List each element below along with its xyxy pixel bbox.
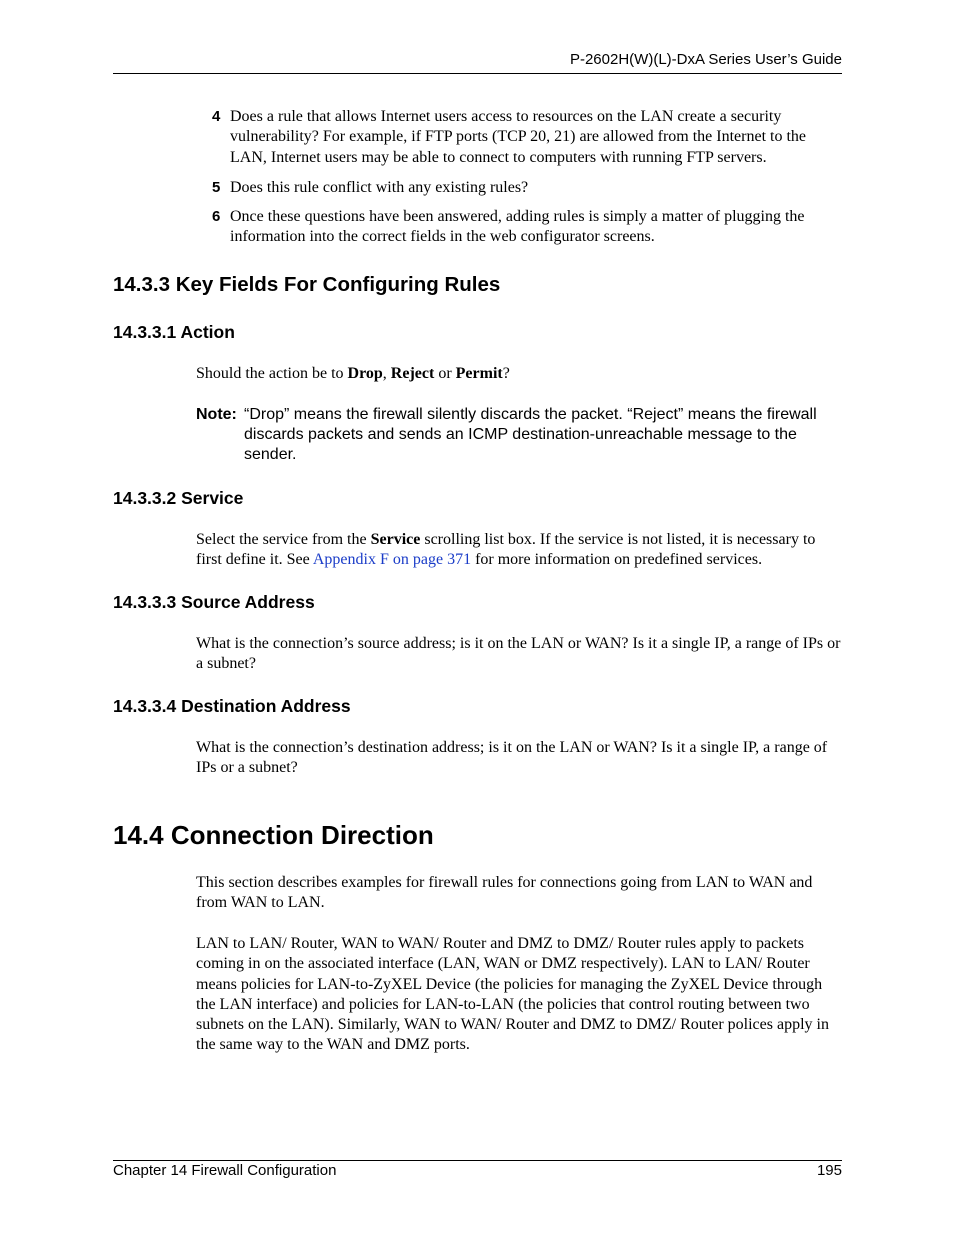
text-run: Should the action be to [196,365,348,382]
text-run: scrolling list box. If the service is not listed, it is necessary to first define it. See [196,531,816,569]
bold-permit: Permit [455,365,503,382]
step-text: Does this rule conflict with any existing rules? [230,179,529,196]
subsection-heading-source-address: 14.3.3.3 Source Address [113,592,315,612]
footer-chapter: Chapter 14 Firewall Configuration [113,1162,337,1179]
note-block [196,405,842,465]
text-run: or [434,365,456,382]
step-4 [212,107,842,168]
note-label: Note: [196,406,237,423]
bold-drop: Drop [347,365,383,382]
step-number: 5 [212,179,221,196]
service-paragraph [196,530,842,571]
running-header: P-2602H(W)(L)-DxA Series User’s Guide [569,51,842,68]
source-paragraph: What is the connection’s source address; is it on the LAN or WAN? Is it a single IP, a range of IPs or a subnet? [196,635,841,673]
text-run: ? [502,365,510,382]
appendix-link[interactable]: Appendix F on page 371 [312,551,472,569]
action-paragraph [196,364,842,384]
connection-paragraph-2: LAN to LAN/ Router, WAN to WAN/ Router and DMZ to DMZ/ Router rules apply to packets coming in on the associated interface (LAN, WAN or DMZ respectively). LAN to LAN/ Router means policies for LAN-to-ZyXEL Device (the policies for managing the ZyXEL Device through the LAN interface) and policies for LAN-to-LAN (the policies that control routing between two subnets on the LAN). Similarly, WAN to WAN/ Router and DMZ to DMZ/ Router polices apply in the same way to the WAN and DMZ ports. [196,935,829,1054]
step-text: Does a rule that allows Internet users access to resources on the LAN create a security vulnerability? For example, if FTP ports (TCP 20, 21) are allowed from the Internet to the LAN, Internet users may be able to connect to computers with running FTP servers. [230,108,807,166]
text-run: Select the service from the [196,531,371,548]
footer-divider [113,1160,842,1161]
section-heading-key-fields: 14.3.3 Key Fields For Configuring Rules [113,273,501,296]
section-heading-connection-direction: 14.4 Connection Direction [113,820,434,850]
step-number: 4 [212,108,221,125]
step-5 [212,178,842,198]
header-divider [113,73,842,74]
step-6 [212,207,842,248]
text-run: , [382,365,391,382]
step-number: 6 [212,208,221,225]
subsection-heading-action: 14.3.3.1 Action [113,322,235,342]
step-text: Once these questions have been answered, adding rules is simply a matter of plugging the information into the correct fields in the web configurator screens. [230,208,805,246]
bold-service: Service [370,531,421,548]
bold-reject: Reject [390,365,435,382]
connection-paragraph-1: This section describes examples for firewall rules for connections going from LAN to WAN and from WAN to LAN. [196,874,813,912]
destination-paragraph: What is the connection’s destination address; is it on the LAN or WAN? Is it a single IP, a range of IPs or a subnet? [196,739,828,777]
page-number: 195 [816,1162,842,1179]
subsection-heading-destination-address: 14.3.3.4 Destination Address [113,696,351,716]
subsection-heading-service: 14.3.3.2 Service [113,488,244,508]
text-run: for more information on predefined services. [471,551,763,569]
note-text: “Drop” means the firewall silently discards the packet. “Reject” means the firewall discards packets and sends an ICMP destination-unreachable message to the sender. [244,406,817,463]
